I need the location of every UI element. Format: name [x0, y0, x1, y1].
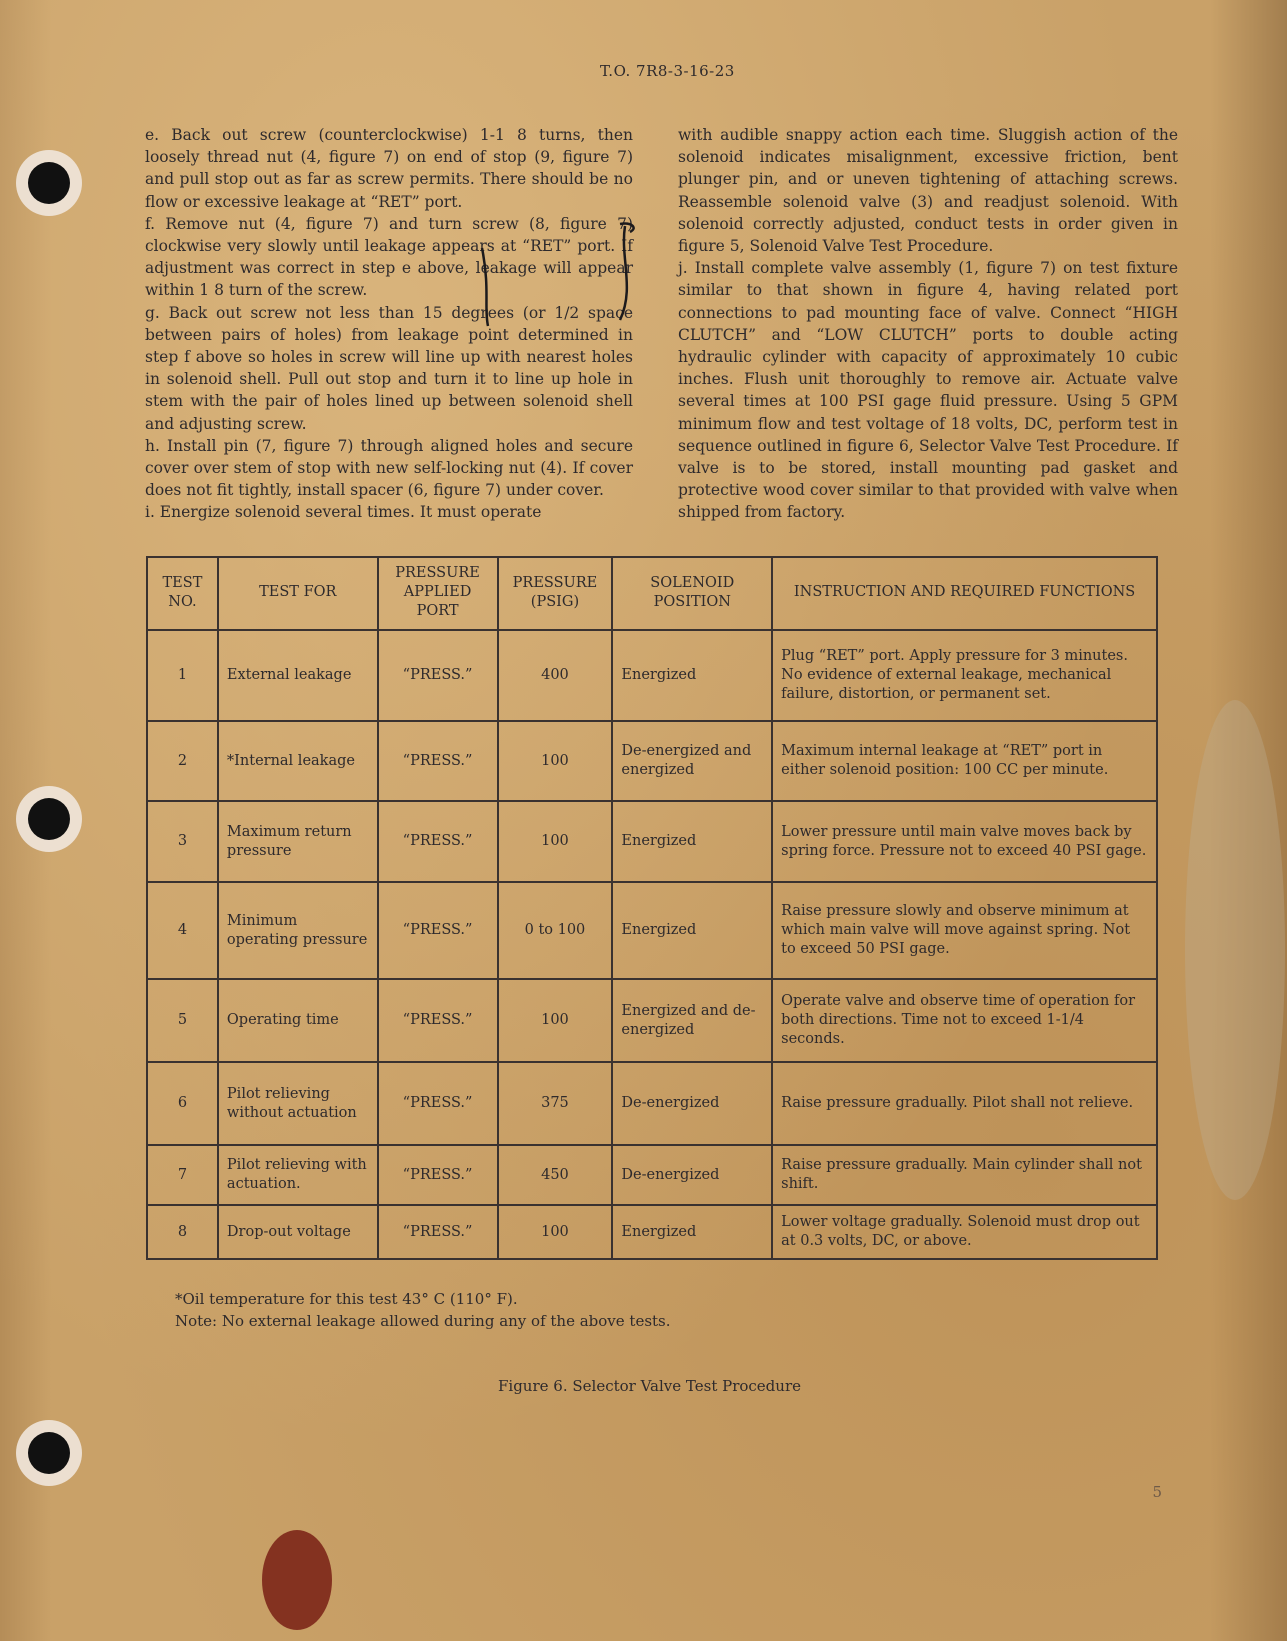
cell-test-no: 8 — [147, 1205, 218, 1259]
table-row — [147, 1062, 1157, 1145]
cell-port: “PRESS.” — [378, 801, 498, 882]
step-f: f. Remove nut (4, figure 7) and turn screw (8, figure 7) clockwise very slowly until leakage appears at “RET” port. If adjustment was correct in step e above, leakage will appear within 1 8 turn of the screw. — [145, 214, 633, 300]
cell-test-for: Operating time — [218, 979, 378, 1062]
handwritten-bracket-mark — [470, 218, 645, 328]
cell-port: “PRESS.” — [378, 721, 498, 801]
cell-solenoid: Energized — [612, 630, 772, 721]
cell-solenoid: De-energized and energized — [612, 721, 772, 801]
cell-test-no: 2 — [147, 721, 218, 801]
cell-solenoid: Energized — [612, 801, 772, 882]
document-number: T.O. 7R8-3-16-23 — [600, 62, 735, 80]
punch-hole-bottom — [28, 1432, 70, 1474]
cell-port: “PRESS.” — [378, 630, 498, 721]
cell-test-for: Drop-out voltage — [218, 1205, 378, 1259]
cell-port: “PRESS.” — [378, 979, 498, 1062]
cell-instructions: Raise pressure gradually. Pilot shall not relieve. — [772, 1062, 1157, 1145]
cell-solenoid: De-energized — [612, 1145, 772, 1205]
cell-test-no: 3 — [147, 801, 218, 882]
cell-instructions: Raise pressure gradually. Main cylinder shall not shift. — [772, 1145, 1157, 1205]
selector-valve-test-table — [146, 556, 1158, 1260]
cell-test-for: Pilot relieving without actuation — [218, 1062, 378, 1145]
step-j: j. Install complete valve assembly (1, figure 7) on test fixture similar to that shown in figure 4, having related port connections to pad mounting face of valve. Connect “HIGH CLUTCH” and “LOW CLUTCH” ports to double acting hydraulic cylinder with capacity of approximately 10 cubic inches. Flush unit thoroughly to remove air. Actuate valve several times at 100 PSI gage fluid pressure. Using 5 GPM minimum flow and test voltage of 18 volts, DC, perform test in sequence outlined in figure 6, Selector Valve Test Procedure. If valve is to be stored, install mounting pad gasket and protective wood cover similar to that provided with valve when shipped from factory. — [678, 259, 1178, 522]
table-row — [147, 979, 1157, 1062]
table-note: Note: No external leakage allowed during any of the above tests. — [175, 1312, 671, 1330]
figure-caption: Figure 6. Selector Valve Test Procedure — [498, 1377, 801, 1395]
cell-pressure: 400 — [498, 630, 613, 721]
cell-pressure: 375 — [498, 1062, 613, 1145]
cell-pressure: 100 — [498, 979, 613, 1062]
cell-port: “PRESS.” — [378, 1205, 498, 1259]
table-row — [147, 1205, 1157, 1259]
cell-instructions: Raise pressure slowly and observe minimum at which main valve will move against spring. Not to exceed 50 PSI gage. — [772, 882, 1157, 979]
header-test-no: TEST NO. — [147, 557, 218, 630]
step-g: g. Back out screw not less than 15 degrees (or 1/2 space between pairs of holes) from leakage point determined in step f above so holes in screw will line up with nearest holes in solenoid shell. Pull out stop and turn it to line up hole in stem with the pair of holes lined up between solenoid shell and adjusting screw. — [145, 303, 633, 433]
table-header-row — [147, 557, 1157, 630]
cell-instructions: Maximum internal leakage at “RET” port in either solenoid position: 100 CC per minute. — [772, 721, 1157, 801]
cell-port: “PRESS.” — [378, 1062, 498, 1145]
cell-solenoid: Energized — [612, 1205, 772, 1259]
rust-stain — [262, 1530, 332, 1630]
right-text-column — [678, 124, 1178, 524]
cell-test-no: 6 — [147, 1062, 218, 1145]
table-row — [147, 1145, 1157, 1205]
cell-test-for: Maximum return pressure — [218, 801, 378, 882]
cell-instructions: Plug “RET” port. Apply pressure for 3 minutes. No evidence of external leakage, mechanical failure, distortion, or permanent set. — [772, 630, 1157, 721]
cell-instructions: Lower pressure until main valve moves back by spring force. Pressure not to exceed 40 PSI gage. — [772, 801, 1157, 882]
cell-solenoid: Energized — [612, 882, 772, 979]
table-row — [147, 630, 1157, 721]
cell-test-for: Pilot relieving with actuation. — [218, 1145, 378, 1205]
table-row — [147, 721, 1157, 801]
step-i-continued: with audible snappy action each time. Sluggish action of the solenoid indicates misalignment, excessive friction, bent plunger pin, and or uneven tightening of attaching screws. Reassemble solenoid valve (3) and readjust solenoid. With solenoid correctly adjusted, conduct tests in order given in figure 5, Solenoid Valve Test Procedure. — [678, 126, 1178, 256]
cell-test-no: 7 — [147, 1145, 218, 1205]
header-solenoid: SOLENOID POSITION — [612, 557, 772, 630]
cell-instructions: Lower voltage gradually. Solenoid must drop out at 0.3 volts, DC, or above. — [772, 1205, 1157, 1259]
cell-test-no: 1 — [147, 630, 218, 721]
cell-pressure: 100 — [498, 721, 613, 801]
header-port: PRESSURE APPLIED PORT — [378, 557, 498, 630]
cell-test-for: *Internal leakage — [218, 721, 378, 801]
cell-solenoid: De-energized — [612, 1062, 772, 1145]
step-e: e. Back out screw (counterclockwise) 1-1 8 turns, then loosely thread nut (4, figure 7) on end of stop (9, figure 7) and pull stop out as far as screw permits. There should be no flow or excessive leakage at “RET” port. — [145, 126, 633, 211]
step-h: h. Install pin (7, figure 7) through aligned holes and secure cover over stem of stop with new self-locking nut (4). If cover does not fit tightly, install spacer (6, figure 7) under cover. — [145, 436, 633, 500]
cell-pressure: 100 — [498, 1205, 613, 1259]
cell-solenoid: Energized and de-energized — [612, 979, 772, 1062]
cell-port: “PRESS.” — [378, 1145, 498, 1205]
punch-hole-top — [28, 162, 70, 204]
table-row — [147, 882, 1157, 979]
cell-instructions: Operate valve and observe time of operation for both directions. Time not to exceed 1-1/4 seconds. — [772, 979, 1157, 1062]
page-number: 5 — [1152, 1483, 1162, 1501]
water-stain — [1185, 700, 1285, 1200]
punch-hole-middle — [28, 798, 70, 840]
cell-test-no: 4 — [147, 882, 218, 979]
cell-test-no: 5 — [147, 979, 218, 1062]
step-i: i. Energize solenoid several times. It must operate — [145, 503, 542, 522]
table-row — [147, 801, 1157, 882]
cell-pressure: 100 — [498, 801, 613, 882]
cell-port: “PRESS.” — [378, 882, 498, 979]
cell-pressure: 450 — [498, 1145, 613, 1205]
cell-test-for: Minimum operating pressure — [218, 882, 378, 979]
footnote: *Oil temperature for this test 43° C (110° F). — [175, 1290, 518, 1308]
header-test-for: TEST FOR — [218, 557, 378, 630]
header-instructions: INSTRUCTION AND REQUIRED FUNCTIONS — [772, 557, 1157, 630]
cell-test-for: External leakage — [218, 630, 378, 721]
header-pressure: PRESSURE (PSIG) — [498, 557, 613, 630]
cell-pressure: 0 to 100 — [498, 882, 613, 979]
